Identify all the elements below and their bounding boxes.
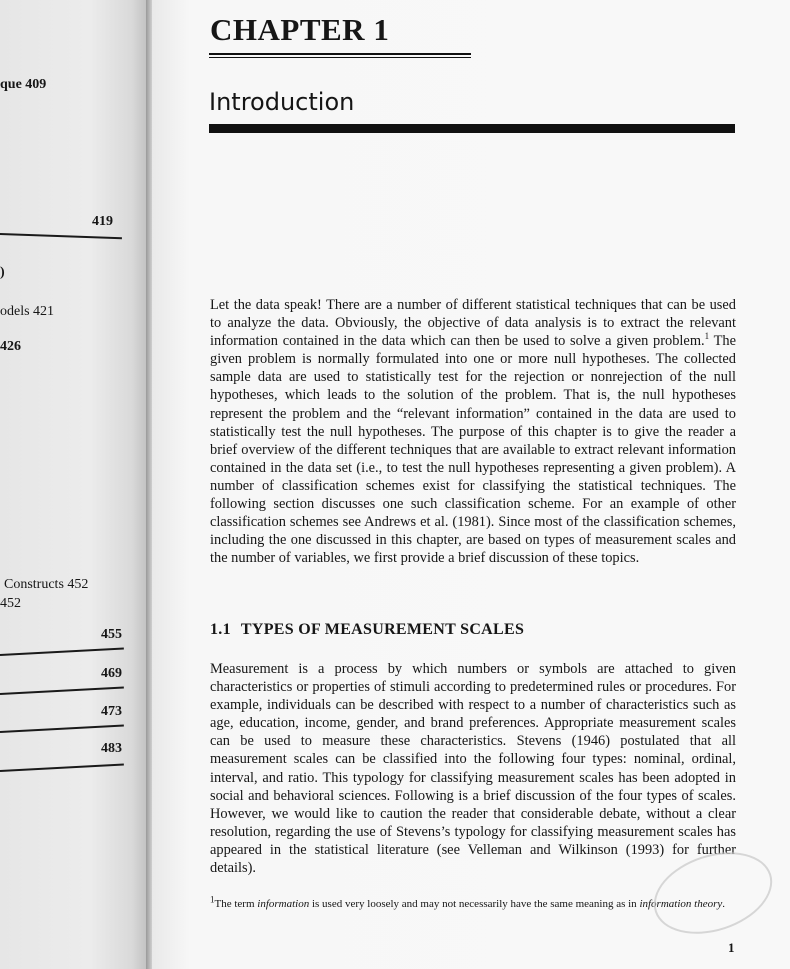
facing-page	[0, 0, 150, 969]
chapter-label: CHAPTER 1	[210, 12, 390, 47]
page-number: 1	[728, 940, 735, 955]
toc-entry: 419	[92, 214, 113, 229]
section-paragraph	[210, 660, 736, 877]
footnote-emphasis: information theory	[639, 898, 723, 910]
footnote-text: .	[722, 898, 725, 910]
toc-entry: odels 421	[0, 304, 55, 319]
toc-rule	[0, 687, 124, 695]
paragraph-text: Measurement is a process by which numbers or symbols are attached to given characteristics or properties of stimuli according to predetermined rules or procedures. For example, individuals can be described with respect to a number of characteristics such as age, education, income, gender, and brand preferences. Appropriate measurement scales can be used to measure these characteristics. Stevens (1946) postulated that all measurement scales can be classified into the following four types: nominal, ordinal, interval, and ratio. This typology for classifying measurement scales has been adopted in social and behavioral sciences. Following is a brief discussion of the four types of scales. However, we would like to caution the reader that considerable debate, without a clear resolution, regarding the use of Stevens’s typology for classifying measurement scales has appeared in the statistical literature (see Velleman and Wilkinson (1993) for further details).	[210, 661, 736, 877]
toc-entry: 469	[101, 666, 122, 681]
chapter-title-rule	[209, 124, 735, 133]
toc-entry: 452	[0, 596, 21, 611]
footnote-text: The term	[214, 898, 258, 910]
toc-rule	[0, 725, 124, 733]
toc-entry: )	[0, 265, 5, 280]
footnote-text: is used very loosely and may not necessarily have the same meaning as in	[309, 898, 640, 910]
toc-rule	[0, 764, 124, 772]
chapter-title: Introduction	[209, 88, 355, 116]
toc-entry: 473	[101, 704, 122, 719]
toc-entry: 426	[0, 339, 21, 354]
footnote-emphasis: information	[257, 898, 310, 910]
toc-rule	[0, 233, 122, 239]
paragraph-text: The given problem is normally formulated into one or more null hypotheses. The collected sample data are used to statistically test for the rejection or nonrejection of the null hypotheses, which leads to the solution of the problem. That is, the null hypotheses represent the problem and the “relevant information” contained in the data are used to statistically test the null hypotheses. The purpose of this chapter is to give the reader a brief overview of the different techniques that are available to extract relevant information contained in the data set (i.e., to test the null hypotheses representing a given problem). A number of classification schemes exist for classifying the statistical techniques. The following section discusses one such classification scheme. For an example of other classification schemes see Andrews et al. (1981). Since most of the classification schemes, including the one discussed in this chapter, are based on types of measurement scales and the number of variables, we first provide a brief discussion of these topics.	[210, 333, 736, 567]
footnote-marker: 1	[704, 331, 710, 342]
paragraph-text: Let the data speak! There are a number of different statistical techniques that can be used to analyze the data. Obviously, the objective of data analysis is to extract the relevant information contained in the data which can then be used to solve a given problem.	[210, 297, 736, 350]
section-title: TYPES OF MEASUREMENT SCALES	[240, 621, 525, 638]
toc-entry: 455	[101, 627, 122, 642]
toc-rule	[0, 648, 124, 656]
footnote-mark: 1	[210, 894, 215, 905]
section-heading	[210, 621, 524, 639]
toc-entry: que 409	[0, 77, 47, 92]
chapter-rule	[209, 57, 471, 58]
book-page	[152, 0, 790, 969]
intro-paragraph	[210, 296, 736, 567]
toc-entry: Constructs 452	[4, 577, 89, 592]
section-number: 1.1	[210, 621, 231, 638]
toc-entry: 483	[101, 741, 122, 756]
chapter-rule	[209, 53, 471, 55]
